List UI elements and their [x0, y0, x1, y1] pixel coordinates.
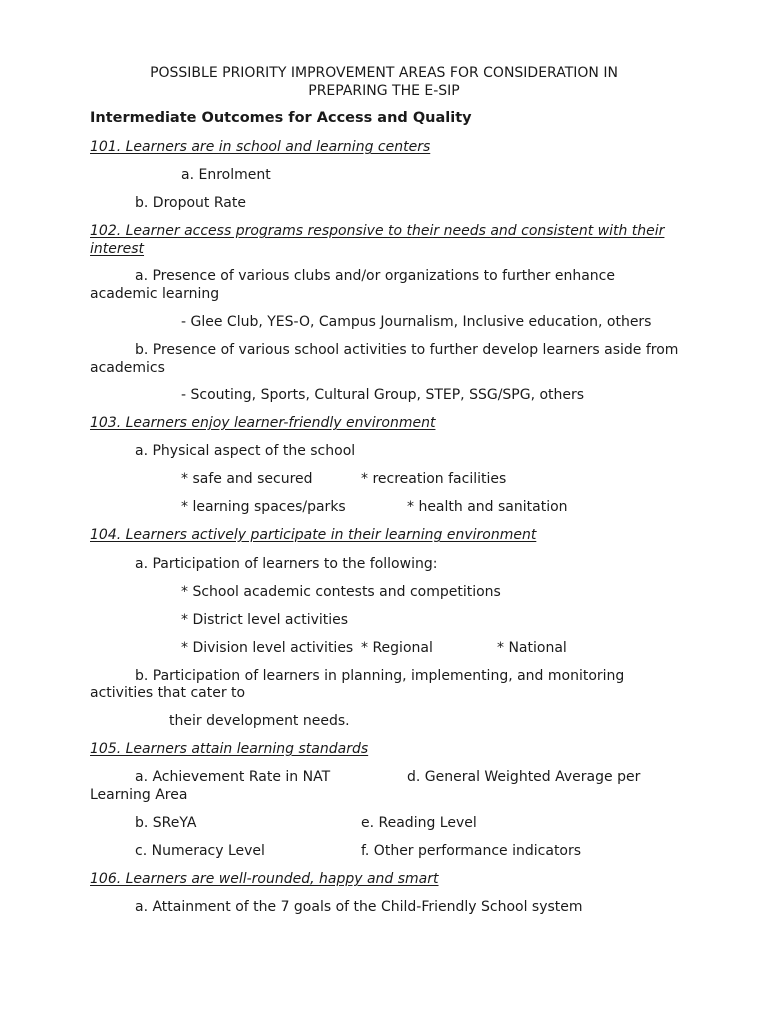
outcome-105-item-e: e. Reading Level: [361, 815, 477, 831]
document-title-line-1: POSSIBLE PRIORITY IMPROVEMENT AREAS FOR CONSIDERATION IN: [150, 65, 618, 81]
outcome-102-heading-line-1: 102. Learner access programs responsive to their needs and consistent with their: [90, 223, 665, 239]
outcome-105-item-b: b. SReYA: [135, 815, 197, 831]
outcome-105-item-c: c. Numeracy Level: [135, 843, 265, 859]
outcome-105-item-a: a. Achievement Rate in NAT: [135, 769, 331, 785]
outcome-105-item-d-line-1: d. General Weighted Average per: [407, 769, 641, 785]
outcome-103-item-a: a. Physical aspect of the school: [135, 443, 356, 459]
outcome-106-heading: 106. Learners are well-rounded, happy and smart: [90, 871, 439, 887]
outcome-102-item-b-examples: - Scouting, Sports, Cultural Group, STEP, SSG/SPG, others: [181, 387, 585, 403]
outcome-102-item-b-line-1: b. Presence of various school activities to further develop learners aside from: [135, 342, 679, 358]
document-title-line-2: PREPARING THE E-SIP: [308, 83, 460, 99]
outcome-105-heading: 105. Learners attain learning standards: [90, 741, 369, 757]
outcome-102-item-a-line-2: academic learning: [90, 286, 220, 302]
outcome-103-bullet-recreation: * recreation facilities: [361, 471, 507, 487]
outcome-104-heading: 104. Learners actively participate in their learning environment: [90, 527, 537, 543]
outcome-104-item-b-line-3: their development needs.: [169, 713, 350, 729]
outcome-103-heading: 103. Learners enjoy learner-friendly environment: [90, 415, 436, 431]
outcome-102-item-a-line-1: a. Presence of various clubs and/or organizations to further enhance: [135, 268, 615, 284]
outcome-104-bullet-academic-contests: * School academic contests and competitions: [181, 584, 501, 600]
outcome-104-bullet-district: * District level activities: [181, 612, 349, 628]
outcome-104-bullet-regional: * Regional: [361, 640, 433, 656]
outcome-106-item-a: a. Attainment of the 7 goals of the Child-Friendly School system: [135, 899, 583, 915]
outcome-104-item-b-line-2: activities that cater to: [90, 685, 246, 701]
section-subheading: Intermediate Outcomes for Access and Quality: [90, 110, 472, 126]
outcome-105-item-f: f. Other performance indicators: [361, 843, 582, 859]
outcome-104-item-b-line-1: b. Participation of learners in planning, implementing, and monitoring: [135, 668, 625, 684]
outcome-102-item-b-line-2: academics: [90, 360, 165, 376]
outcome-102-heading-line-2: interest: [90, 241, 145, 257]
outcome-103-bullet-health: * health and sanitation: [407, 499, 568, 515]
outcome-101-item-a: a. Enrolment: [181, 167, 271, 183]
outcome-104-bullet-national: * National: [497, 640, 567, 656]
outcome-105-item-d-line-2: Learning Area: [90, 787, 188, 803]
outcome-104-item-a: a. Participation of learners to the following:: [135, 556, 438, 572]
outcome-103-bullet-learning-spaces: * learning spaces/parks: [181, 499, 346, 515]
outcome-102-item-a-examples: - Glee Club, YES-O, Campus Journalism, Inclusive education, others: [181, 314, 652, 330]
outcome-101-heading: 101. Learners are in school and learning centers: [90, 139, 431, 155]
outcome-103-bullet-safe: * safe and secured: [181, 471, 313, 487]
outcome-101-item-b: b. Dropout Rate: [135, 195, 246, 211]
outcome-104-bullet-division: * Division level activities: [181, 640, 354, 656]
